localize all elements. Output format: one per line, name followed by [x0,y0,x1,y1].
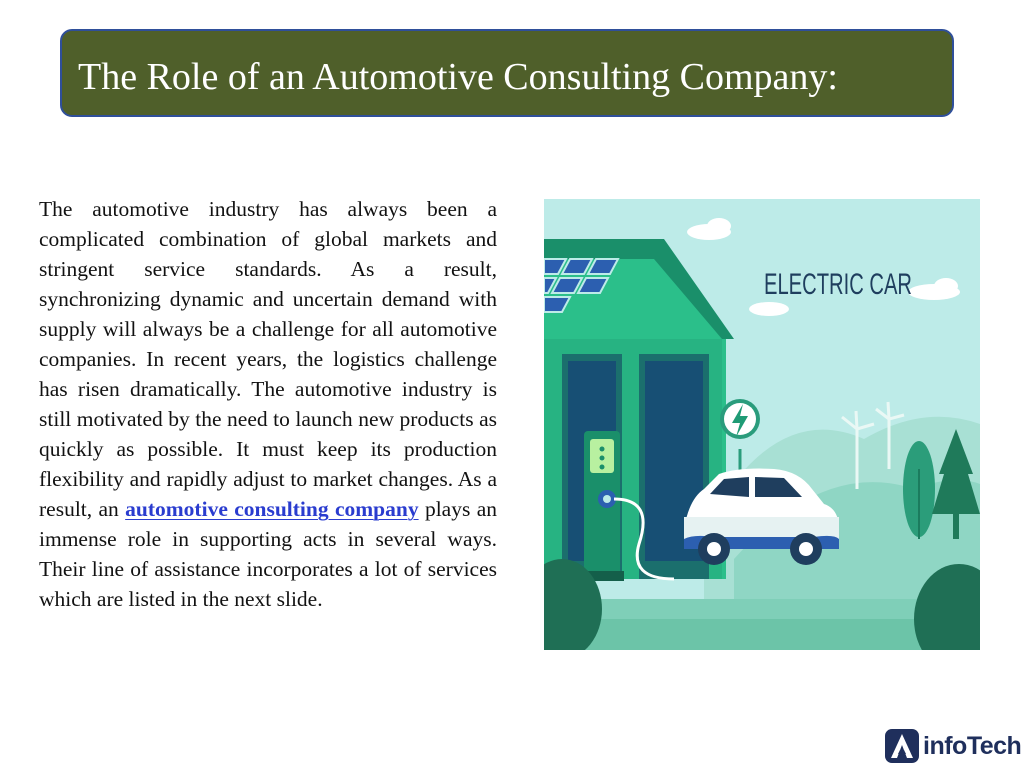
slide-title: The Role of an Automotive Consulting Company: [78,56,838,98]
company-logo [884,728,1021,764]
illustration-caption: ELECTRIC CAR [764,268,912,301]
automotive-consulting-link[interactable]: automotive consulting company [125,497,419,521]
body-paragraph [39,194,497,614]
body-text-after-link: plays an immense role in supporting acts in several ways. Their line of assistance incorporates a lot of services which are listed in the next slide. [39,497,497,611]
logo-a-mark-icon [884,728,920,764]
title-banner [60,29,954,117]
electric-car-illustration [544,199,980,650]
body-text-before-link: The automotive industry has always been a complicated combination of global markets and stringent service standards. As a result, synchronizing dynamic and uncertain demand with supply will always be a challenge for all automotive companies. In recent years, the logistics challenge has risen dramatically. The automotive industry is still motivated by the need to launch new products as quickly as possible. It must keep its production flexibility and rapidly adjust to market changes. As a result, an [39,197,497,521]
logo-text: infoTech [923,731,1022,760]
